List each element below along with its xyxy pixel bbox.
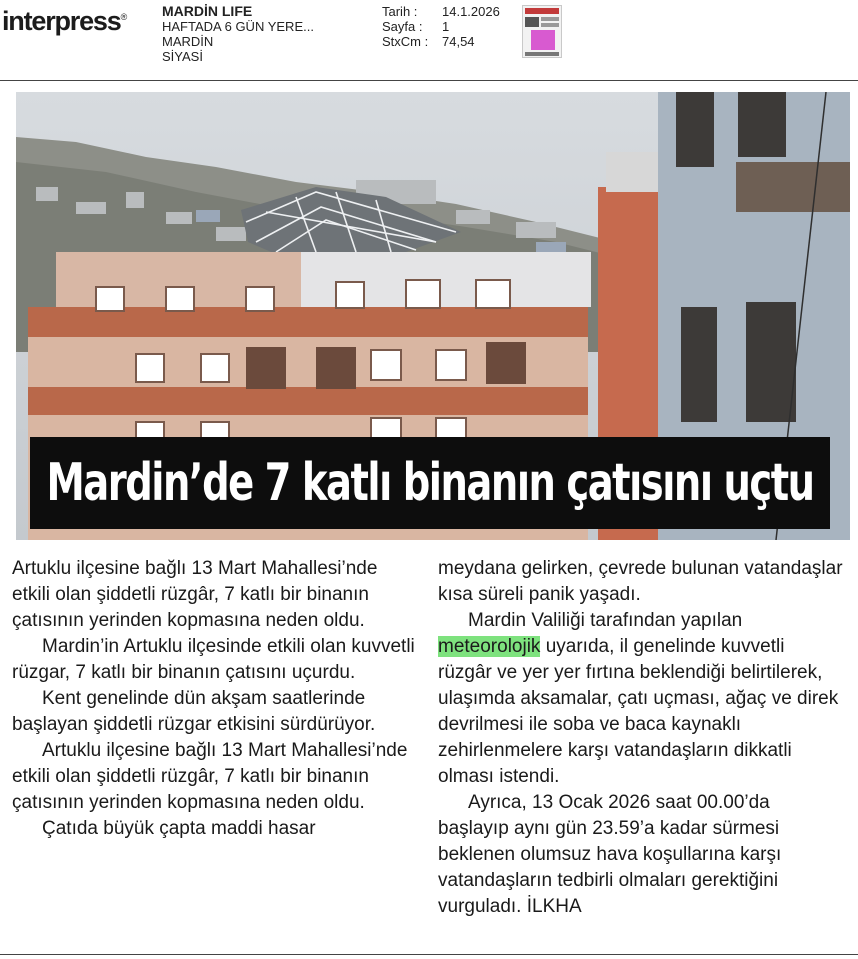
logo-registered-mark: ® xyxy=(120,12,126,22)
meta-row-stxcm xyxy=(382,34,500,49)
article-paragraph: meydana gelirken, çevrede bulunan vatandaşlar kısa süreli panik yaşadı. xyxy=(438,558,843,605)
news-photo xyxy=(16,92,850,540)
article-column-left xyxy=(12,556,417,842)
meta-key: Sayfa : xyxy=(382,19,423,34)
publication-info xyxy=(162,4,314,64)
article-paragraph: Mardin’in Artuklu ilçesinde etkili olan kuvvetli rüzgar, 7 katlı bir binanın çatısını uçurdu. xyxy=(12,636,415,683)
article-paragraph: Çatıda büyük çapta maddi hasar xyxy=(42,818,316,839)
publication-name: MARDİN LIFE xyxy=(162,3,253,19)
clipping-meta xyxy=(382,4,500,49)
article-paragraph: Kent genelinde dün akşam saatlerinde başlayan şiddetli rüzgar etkisini sürdürüyor. xyxy=(12,688,376,735)
article-paragraph: Artuklu ilçesine bağlı 13 Mart Mahallesi’nde etkili olan şiddetli rüzgâr, 7 katlı bir binanın çatısının yerinden kopmasına neden oldu. xyxy=(12,558,378,631)
interpress-logo xyxy=(2,6,126,37)
meta-value: 14.1.2026 xyxy=(442,4,500,19)
publication-frequency: HAFTADA 6 GÜN YERE... xyxy=(162,19,314,34)
highlighted-keyword: meteorolojik xyxy=(438,636,541,657)
clipping-header xyxy=(0,0,858,80)
footer-divider xyxy=(0,954,858,955)
meta-key: Tarih : xyxy=(382,4,418,19)
article-paragraph: Artuklu ilçesine bağlı 13 Mart Mahallesi’nde etkili olan şiddetli rüzgâr, 7 katlı bir binanın çatısının yerinden kopmasına neden oldu. xyxy=(12,740,408,813)
meta-row-date xyxy=(382,4,500,19)
meta-key: StxCm : xyxy=(382,34,429,49)
logo-text: interpress xyxy=(2,6,121,36)
meta-row-page xyxy=(382,19,500,34)
paragraph-text: Mardin Valiliği tarafından yapılan xyxy=(468,610,743,631)
header-divider xyxy=(0,80,858,81)
article-column-right xyxy=(438,556,843,920)
headline: Mardin’de 7 katlı binanın çatısını uçtu xyxy=(46,453,814,513)
headline-banner xyxy=(30,437,830,529)
paragraph-text: uyarıda, il genelinde kuvvetli rüzgâr ve yer yer fırtına beklendiği belirtilerek, ulaşımda aksamalar, çatı uçması, ağaç ve direk devrilmesi ile soba ve baca kaynaklı zehirlenmelere karşı vatandaşların dikkatli olması istendi. xyxy=(438,636,839,787)
article-paragraph-warning xyxy=(438,608,843,790)
meta-value: 1 xyxy=(442,19,450,34)
article-paragraph: Ayrıca, 13 Ocak 2026 saat 00.00’da başlayıp aynı gün 23.59’a kadar sürmesi beklenen olumsuz hava koşullarına karşı vatandaşların tedbirli olmaları gerektiğini vurguladı. İLKHA xyxy=(438,792,782,917)
meta-value: 74,54 xyxy=(442,34,475,49)
page-thumbnail[interactable] xyxy=(522,5,562,58)
publication-category: SİYASİ xyxy=(162,49,203,64)
publication-city: MARDİN xyxy=(162,34,214,49)
